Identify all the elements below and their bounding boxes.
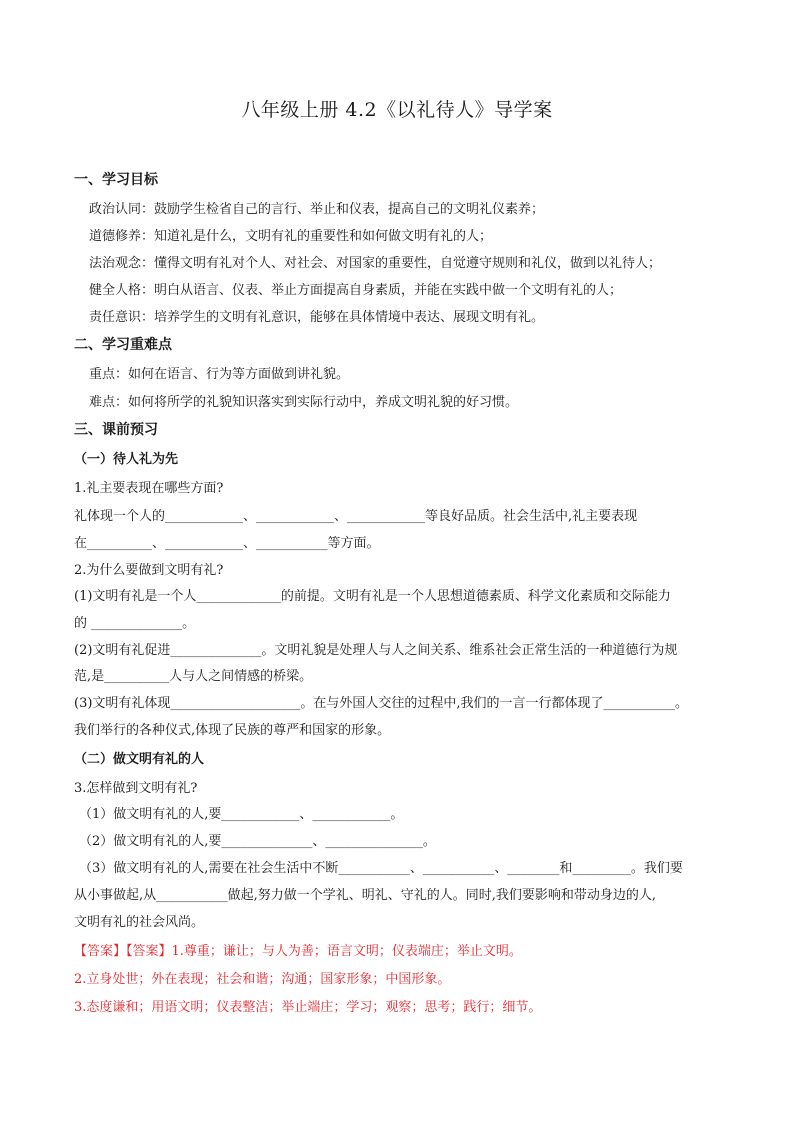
question-line: 范,是__________人与人之间情感的桥梁。: [74, 669, 313, 684]
key-point-item: 难点：如何将所学的礼貌知识落实到实际行动中，养成文明礼貌的好习惯。: [89, 395, 519, 410]
subsection-heading: （二）做文明有礼的人: [74, 752, 205, 767]
question-text: 3.怎样做到文明有礼?: [74, 781, 198, 796]
question-line: （3）做文明有礼的人,需要在社会生活中不断___________、___________、________和_________。我们要: [79, 861, 683, 876]
section-heading-key-points: 二、学习重难点: [74, 337, 172, 353]
section-heading-preview: 三、课前预习: [74, 422, 158, 438]
question-line: （2）做文明有礼的人,要______________、_______________。: [79, 834, 436, 849]
question-line: 的 ______________。: [74, 616, 196, 631]
goal-item: 健全人格：明白从语言、仪表、举止方面提高自身素质，并能在实践中做一个文明有礼的人；: [89, 283, 623, 298]
question-text: 2.为什么要做到文明有礼?: [74, 563, 224, 578]
question-line: （1）做文明有礼的人,要____________、____________。: [79, 807, 404, 822]
question-line: (3)文明有礼体现____________________。在与外国人交往的过程中,我们的一言一行都体现了___________。: [74, 696, 689, 711]
goal-item: 责任意识：培养学生的文明有礼意识，能够在具体情境中表达、展现文明有礼。: [89, 310, 545, 325]
question-line: 从小事做起,从___________做起,努力做一个学礼、明礼、守礼的人。同时,我们要影响和带动身边的人,: [74, 888, 657, 903]
page-title: 八年级上册 4.2《以礼待人》导学案: [241, 99, 553, 121]
question-line: 文明有礼的社会风尚。: [74, 915, 205, 930]
section-heading-goals: 一、学习目标: [74, 172, 158, 188]
question-text: 1.礼主要表现在哪些方面?: [74, 481, 224, 496]
answer-line: 【答案】【答案】1.尊重；谦让；与人为善；语言文明；仪表端庄；举止文明。: [74, 944, 522, 959]
question-line: 我们举行的各种仪式,体现了民族的尊严和国家的形象。: [74, 723, 391, 738]
question-line: 礼体现一个人的____________、____________、____________等良好品质。社会生活中,礼主要表现: [74, 509, 638, 524]
goal-item: 政治认同：鼓励学生检省自己的言行、举止和仪表，提高自己的文明礼仪素养；: [89, 202, 545, 217]
question-line: (2)文明有礼促进______________。文明礼貌是处理人与人之间关系、维系社会正常生活的一种道德行为规: [74, 643, 678, 658]
question-line: (1)文明有礼是一个人_____________的前提。文明有礼是一个人思想道德素质、科学文化素质和交际能力: [74, 589, 671, 604]
answer-line: 2.立身处世；外在表现；社会和谐；沟通；国家形象；中国形象。: [74, 972, 451, 987]
question-line: 在__________、____________、___________等方面。: [74, 536, 380, 551]
goal-item: 法治观念：懂得文明有礼对个人、对社会、对国家的重要性，自觉遵守规则和礼仪，做到以礼待人；: [89, 256, 662, 271]
goal-item: 道德修养：知道礼是什么，文明有礼的重要性和如何做文明有礼的人；: [89, 229, 493, 244]
answer-line: 3.态度谦和；用语文明；仪表整洁；举止端庄；学习；观察；思考；践行；细节。: [74, 1000, 542, 1015]
key-point-item: 重点：如何在语言、行为等方面做到讲礼貌。: [89, 367, 350, 382]
subsection-heading: （一）待人礼为先: [74, 452, 179, 467]
